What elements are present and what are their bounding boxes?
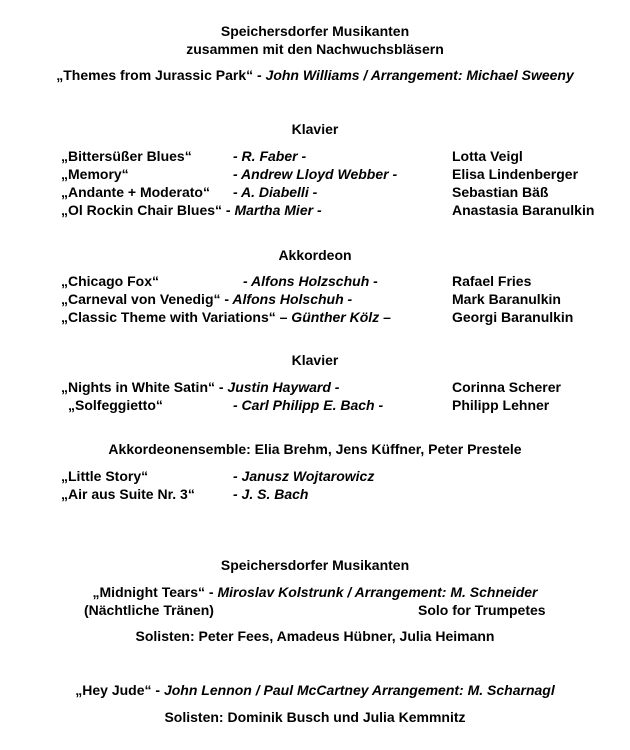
midnight-composer: Miroslav Kolstrunk / Arrangement: M. Schneider xyxy=(213,584,538,600)
akkordeon-composer-2: Alfons Holschuh - xyxy=(229,291,353,307)
klavier1-title-1: „Bittersüßer Blues“ xyxy=(61,148,192,164)
midnight-note: Solo for Trumpetes xyxy=(418,602,546,618)
akkordeon-composer-3: Günther Kölz – xyxy=(287,309,391,325)
klavier2-composer-1: Justin Hayward - xyxy=(223,379,340,395)
opening-composer: John Williams / Arrangement: Michael Sweeny xyxy=(261,67,574,83)
akkordeon-row-2 xyxy=(61,290,352,308)
klavier2-performer-2: Philipp Lehner xyxy=(452,397,550,413)
klavier1-composer-4: Martha Mier - xyxy=(230,202,322,218)
midnight-soloists: Solisten: Peter Fees, Amadeus Hübner, Julia Heimann xyxy=(135,628,495,644)
klavier1-composer-1: - R. Faber - xyxy=(233,148,307,164)
klavier1-composer-3: - A. Diabelli - xyxy=(233,184,318,200)
section-heading-klavier-2: Klavier xyxy=(291,352,339,368)
ensemble-composer-2: - J. S. Bach xyxy=(233,486,309,502)
jude-title: „Hey Jude“ - xyxy=(75,682,161,698)
klavier1-title-2: „Memory“ xyxy=(61,166,129,182)
klavier1-row-4 xyxy=(61,201,322,219)
jude-soloists: Solisten: Dominik Busch und Julia Kemmnitz xyxy=(164,709,466,725)
akkordeon-performer-3: Georgi Baranulkin xyxy=(452,309,574,325)
akkordeon-row-3 xyxy=(61,308,391,326)
klavier2-composer-2: - Carl Philipp E. Bach - xyxy=(233,397,384,413)
akkordeon-title-3: „Classic Theme with Variations“ – xyxy=(61,309,288,325)
ensemble-title-1: „Little Story“ xyxy=(61,468,149,484)
ensemble-title-2: „Air aus Suite Nr. 3“ xyxy=(61,486,195,502)
midnight-subtitle: (Nächtliche Tränen) xyxy=(84,602,214,618)
akkordeon-title-1: „Chicago Fox“ xyxy=(61,273,160,289)
section-heading-musikanten: Speichersdorfer Musikanten xyxy=(220,557,410,573)
klavier1-performer-1: Lotta Veigl xyxy=(452,148,523,164)
klavier1-performer-2: Elisa Lindenberger xyxy=(452,166,579,182)
jude-composer: John Lennon / Paul McCartney Arrangement: M. Scharnagl xyxy=(160,682,555,698)
midnight-tears-line xyxy=(0,583,630,601)
klavier1-composer-2: - Andrew Lloyd Webber - xyxy=(233,166,398,182)
akkordeon-composer-1: - Alfons Holzschuh - xyxy=(243,273,378,289)
klavier1-performer-3: Sebastian Bäß xyxy=(452,184,549,200)
ensemble-composer-1: - Janusz Wojtarowicz xyxy=(233,468,375,484)
klavier2-row-1 xyxy=(61,378,339,396)
akkordeon-title-2: „Carneval von Venedig“ - xyxy=(61,291,230,307)
header-line-1: Speichersdorfer Musikanten xyxy=(220,23,410,39)
akkordeon-performer-2: Mark Baranulkin xyxy=(452,291,561,307)
akkordeon-performer-1: Rafael Fries xyxy=(452,273,532,289)
klavier1-title-3: „Andante + Moderato“ xyxy=(61,184,210,200)
header-line-2: zusammen mit den Nachwuchsbläsern xyxy=(186,41,444,57)
opening-piece xyxy=(0,66,630,84)
klavier2-title-1: „Nights in White Satin“ - xyxy=(61,379,224,395)
section-heading-ensemble: Akkordeonensemble: Elia Brehm, Jens Küffner, Peter Prestele xyxy=(108,441,522,457)
hey-jude-line xyxy=(0,681,630,699)
opening-title: „Themes from Jurassic Park“ - xyxy=(56,67,262,83)
section-heading-klavier-1: Klavier xyxy=(291,121,339,137)
klavier1-performer-4: Anastasia Baranulkin xyxy=(452,202,595,218)
section-heading-akkordeon: Akkordeon xyxy=(278,247,352,263)
klavier1-title-4: „Ol Rockin Chair Blues“ - xyxy=(61,202,231,218)
midnight-title: „Midnight Tears“ - xyxy=(92,584,214,600)
klavier2-performer-1: Corinna Scherer xyxy=(452,379,561,395)
klavier2-title-2: „Solfeggietto“ xyxy=(68,397,163,413)
